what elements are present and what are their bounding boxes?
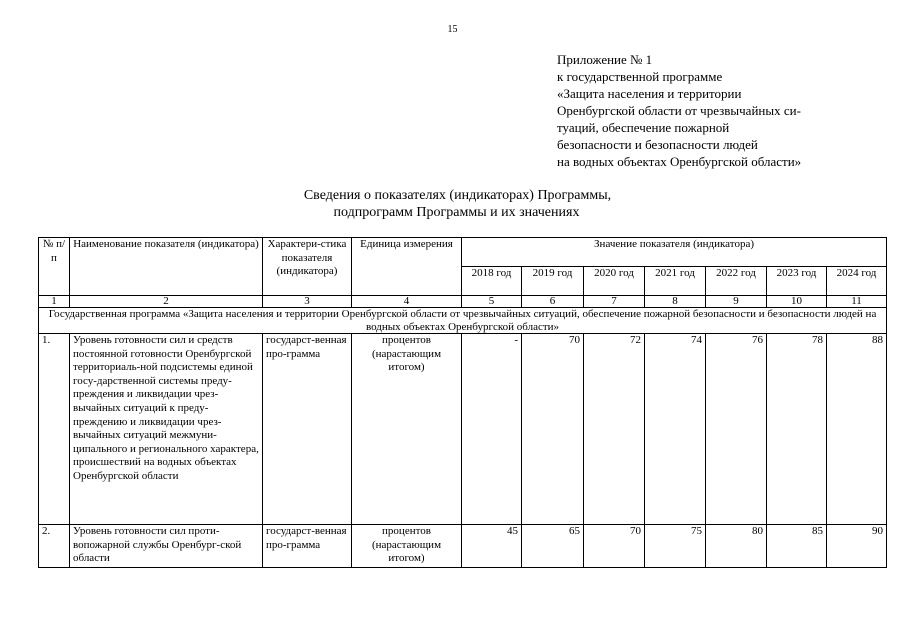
appendix-line: на водных объектах Оренбургской области»: [557, 154, 802, 169]
indicator-name: Уровень готовности сил и средств постоянной готовности Оренбургской территориаль-ной подсистемы единой госу-дарственной системы преду-преждения и ликвидации чрез-вычайных ситуаций к преду-преждению и ликвидации чрез-вычайных ситуаций межмуни-ципального и регионального характера, происшествий на водных объектах Оренбургской области: [70, 334, 263, 525]
column-number: 10: [767, 296, 827, 308]
value-cell: 70: [522, 334, 584, 525]
indicator-characteristic: государст-венная про-грамма: [263, 334, 352, 525]
header-unit: Единица измерения: [352, 238, 462, 296]
value-cell: 88: [827, 334, 887, 525]
value-cell: 90: [827, 525, 887, 568]
column-number: 2: [70, 296, 263, 308]
column-number: 7: [584, 296, 645, 308]
header-year: 2020 год: [584, 267, 645, 296]
appendix-block: [557, 51, 857, 170]
column-number: 5: [462, 296, 522, 308]
value-cell: 78: [767, 334, 827, 525]
header-characteristic: Характери-стика показателя (индикатора): [263, 238, 352, 296]
value-cell: 74: [645, 334, 706, 525]
table-row: [39, 525, 887, 568]
table-row: [39, 334, 887, 525]
indicator-unit: процентов (нарастающим итогом): [352, 334, 462, 525]
appendix-line: Приложение № 1: [557, 52, 653, 67]
document-title-line: Сведения о показателях (индикаторах) Программы,: [303, 188, 612, 203]
appendix-line: к государственной программе: [557, 69, 723, 84]
document-title-line: подпрограмм Программы и их значениях: [333, 205, 580, 220]
value-cell: 70: [584, 525, 645, 568]
indicator-characteristic: государст-венная про-грамма: [263, 525, 352, 568]
appendix-line: туаций, обеспечение пожарной: [557, 120, 730, 135]
header-year: 2022 год: [706, 267, 767, 296]
value-cell: 72: [584, 334, 645, 525]
column-number: 3: [263, 296, 352, 308]
value-cell: 45: [462, 525, 522, 568]
indicator-name: Уровень готовности сил проти-вопожарной службы Оренбург-ской области: [70, 525, 263, 568]
column-numbers-row: [39, 296, 887, 308]
indicators-table: [38, 237, 887, 568]
column-number: 9: [706, 296, 767, 308]
header-values-group: Значение показателя (индикатора): [462, 238, 887, 267]
header-year: 2018 год: [462, 267, 522, 296]
value-cell: 65: [522, 525, 584, 568]
header-year: 2024 год: [827, 267, 887, 296]
value-cell: 80: [706, 525, 767, 568]
program-title: Государственная программа «Защита населения и территории Оренбургской области от чрезвычайных ситуаций, обеспечение пожарной безопасности и безопасности людей на водных объектах Оренбургской области»: [39, 308, 887, 334]
document-title: [0, 187, 905, 221]
value-cell: 75: [645, 525, 706, 568]
appendix-line: «Защита населения и территории: [557, 86, 742, 101]
program-row: [39, 308, 887, 334]
page-number: 15: [447, 24, 458, 35]
indicator-unit: процентов (нарастающим итогом): [352, 525, 462, 568]
header-year: 2021 год: [645, 267, 706, 296]
column-number: 6: [522, 296, 584, 308]
appendix-line: Оренбургской области от чрезвычайных си-: [557, 103, 801, 118]
value-cell: 85: [767, 525, 827, 568]
header-year: 2023 год: [767, 267, 827, 296]
column-number: 11: [827, 296, 887, 308]
value-cell: -: [462, 334, 522, 525]
row-num: 1.: [39, 334, 70, 525]
header-name: Наименование показателя (индикатора): [70, 238, 263, 296]
value-cell: 76: [706, 334, 767, 525]
column-number: 1: [39, 296, 70, 308]
appendix-line: безопасности и безопасности людей: [557, 137, 758, 152]
header-year: 2019 год: [522, 267, 584, 296]
row-num: 2.: [39, 525, 70, 568]
column-number: 8: [645, 296, 706, 308]
column-number: 4: [352, 296, 462, 308]
header-num: № п/п: [39, 238, 70, 296]
